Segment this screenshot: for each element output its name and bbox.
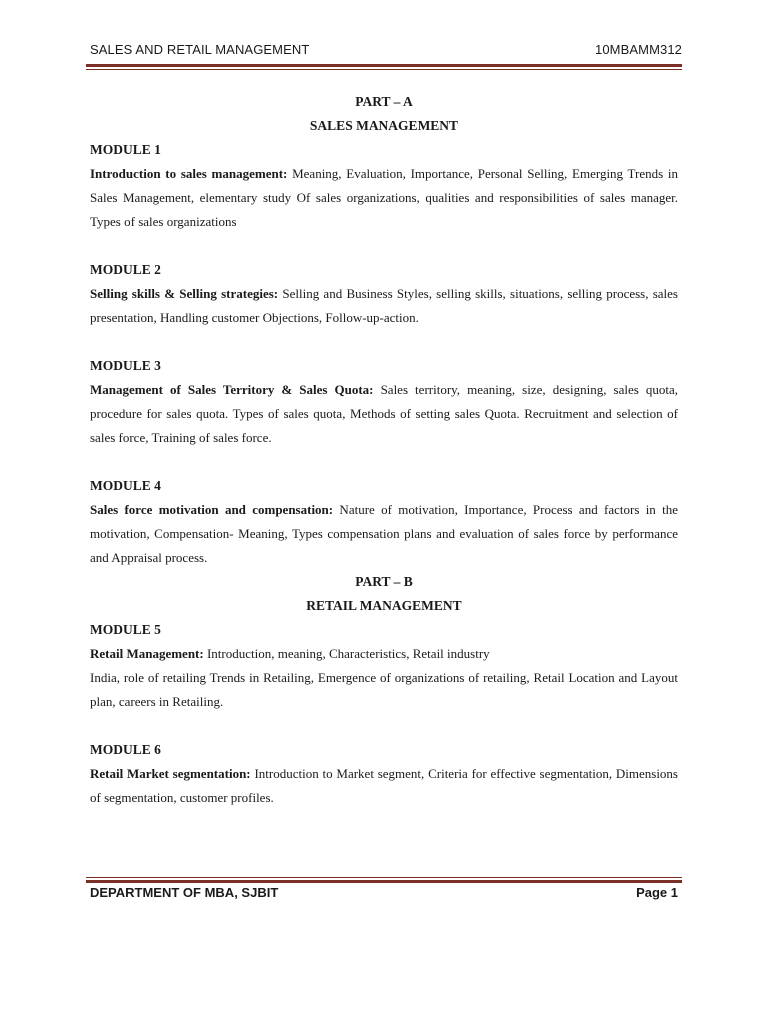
module-5-lead: Retail Management: <box>90 646 204 661</box>
module-4-heading: MODULE 4 <box>90 478 161 493</box>
header-course-title: SALES AND RETAIL MANAGEMENT <box>90 42 310 57</box>
module-3-lead: Management of Sales Territory & Sales Quota: <box>90 382 374 397</box>
module-2-heading: MODULE 2 <box>90 262 161 277</box>
module-3-description <box>90 378 678 450</box>
module-6-heading: MODULE 6 <box>90 742 161 757</box>
module-2-description <box>90 282 678 330</box>
module-3-heading: MODULE 3 <box>90 358 161 373</box>
module-4-lead: Sales force motivation and compensation: <box>90 502 334 517</box>
module-2-lead: Selling skills & Selling strategies: <box>90 286 279 301</box>
footer-page-number: Page 1 <box>636 885 678 900</box>
module-5-text: Introduction, meaning, Characteristics, Retail industry <box>203 646 490 661</box>
module-6-text: Introduction to Market segment, Criteria for effective segmentation, Dimensions of segmentation, customer profiles. <box>90 766 678 805</box>
module-1-description <box>90 162 678 234</box>
footer-rule <box>86 877 682 883</box>
module-1-text: Meaning, Evaluation, Importance, Personal Selling, Emerging Trends in Sales Management, elementary study Of sales organizations, qualities and responsibilities of sales manager. Types of sales organizations <box>90 166 679 229</box>
part-b-title: PART – B <box>355 574 413 589</box>
module-2-text: Selling and Business Styles, selling skills, situations, selling process, sales presentation, Handling customer Objections, Follow-up-action. <box>90 286 678 325</box>
module-1-heading: MODULE 1 <box>90 142 161 157</box>
module-5-continuation: India, role of retailing Trends in Retailing, Emergence of organizations of retailing, Retail Location and Layout plan, careers in Retailing. <box>90 670 678 709</box>
module-6-lead: Retail Market segmentation: <box>90 766 251 781</box>
module-1-lead: Introduction to sales management: <box>90 166 288 181</box>
header-rule <box>86 64 682 70</box>
module-5-description <box>90 642 678 666</box>
module-3-text: Sales territory, meaning, size, designing, sales quota, procedure for sales quota. Types of sales quota, Methods of setting sales Quota. Recruitment and selection of sales force, Training of sales force. <box>90 382 678 445</box>
syllabus-content <box>90 90 678 810</box>
module-4-text: Nature of motivation, Importance, Process and factors in the motivation, Compensation- Meaning, Types compensation plans and evaluation of sales force by performance and Appraisal process. <box>90 502 678 565</box>
header-course-code: 10MBAMM312 <box>595 42 682 57</box>
part-b-subtitle: RETAIL MANAGEMENT <box>306 598 462 613</box>
part-a-subtitle: SALES MANAGEMENT <box>309 118 459 133</box>
footer-department: DEPARTMENT OF MBA, SJBIT <box>90 885 279 900</box>
module-6-description <box>90 762 678 810</box>
module-4-description <box>90 498 678 570</box>
part-a-title: PART – A <box>355 94 413 109</box>
module-5-heading: MODULE 5 <box>90 622 161 637</box>
